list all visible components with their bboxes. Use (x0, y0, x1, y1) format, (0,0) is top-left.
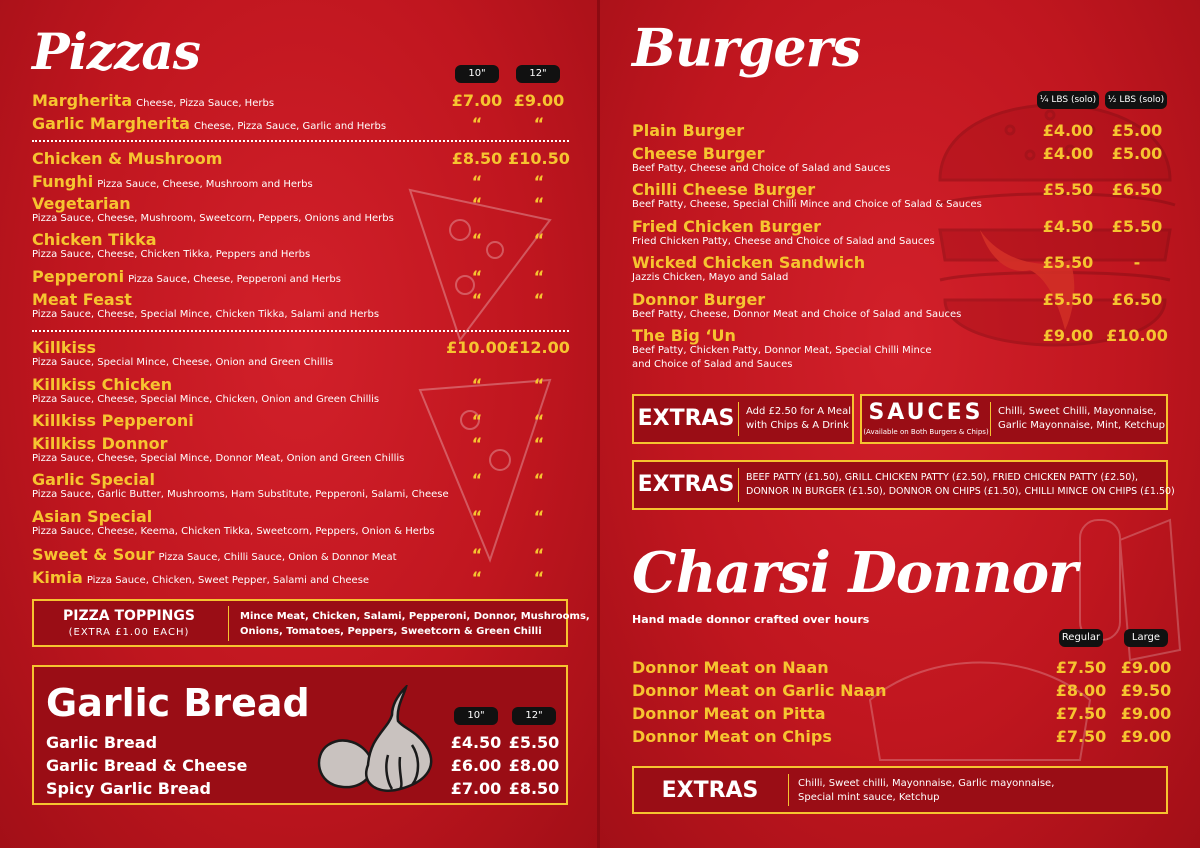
menu-item-name: Killkiss Pepperoni (32, 411, 194, 430)
menu-item-desc: Beef Patty, Cheese and Choice of Salad and Sauces (632, 163, 891, 174)
price-12: “ (533, 267, 545, 286)
menu-item-name: Donnor Meat on Pitta (632, 704, 826, 723)
menu-item-name: Meat Feast (32, 290, 132, 309)
price-10: “ (471, 194, 483, 213)
price-12: “ (533, 470, 545, 489)
price-10: “ (471, 470, 483, 489)
garlic-bread-title: Garlic Bread (46, 681, 310, 725)
price-10: £8.50 (451, 149, 503, 168)
price-10: £4.50 (450, 733, 502, 752)
extras-label: EXTRAS (661, 778, 759, 803)
menu-item-desc: Pizza Sauce, Cheese, Special Mince, Chicken, Onion and Green Chillis (32, 394, 380, 405)
menu-item-name: Plain Burger (632, 121, 745, 140)
price-large: £9.00 (1120, 704, 1172, 723)
menu-item-desc: Pizza Sauce, Garlic Butter, Mushrooms, Ham Substitute, Pepperoni, Salami, Cheese (32, 489, 449, 500)
extras-label: EXTRAS (637, 406, 735, 431)
price-10: “ (471, 568, 483, 587)
size-large-pill: Large (1124, 629, 1168, 647)
menu-item-name: Garlic Bread (46, 733, 158, 752)
charsi-extras-box (632, 766, 1168, 814)
menu-item-name: Margherita Cheese, Pizza Sauce, Herbs (32, 91, 275, 110)
menu-item-desc: Pizza Sauce, Cheese, Mushroom, Sweetcorn, Peppers, Onions and Herbs (32, 213, 394, 224)
price-12: “ (533, 434, 545, 453)
price-12: £9.00 (513, 91, 565, 110)
menu-item-desc: Pizza Sauce, Cheese, Special Mince, Chicken Tikka, Salami and Herbs (32, 309, 380, 320)
price-12: “ (533, 194, 545, 213)
box-divider (228, 606, 229, 641)
menu-item-name: Garlic Margherita Cheese, Pizza Sauce, Garlic and Herbs (32, 114, 387, 133)
size-12-pill: 12" (512, 707, 556, 725)
price-10: “ (471, 230, 483, 249)
price-12: “ (533, 290, 545, 309)
menu-item-name: Pepperoni Pizza Sauce, Cheese, Pepperoni and Herbs (32, 267, 341, 286)
price-10: “ (471, 114, 483, 133)
price-regular: £7.50 (1055, 704, 1107, 723)
price-10: £6.00 (450, 756, 502, 775)
extras-meal-line2: with Chips & A Drink (746, 420, 849, 431)
sauces-line2: Garlic Mayonnaise, Mint, Ketchup (998, 420, 1165, 431)
sauces-sub: (Available on Both Burgers & Chips) (863, 428, 989, 436)
pizza-toppings-box (32, 599, 590, 647)
menu-item-name: Sweet & Sour Pizza Sauce, Chilli Sauce, Onion & Donnor Meat (32, 545, 397, 564)
menu-item-desc: Fried Chicken Patty, Cheese and Choice of Salad and Sauces (632, 236, 935, 247)
price-10: “ (471, 267, 483, 286)
price-12: “ (533, 230, 545, 249)
menu-item-name: Chilli Cheese Burger (632, 180, 816, 199)
menu-item-desc: Pizza Sauce, Cheese, Mushroom and Herbs (97, 179, 313, 190)
price-10: £7.00 (450, 779, 502, 798)
size-half-pill: ½ LBS (solo) (1105, 91, 1167, 109)
price-quarter: £5.50 (1042, 253, 1094, 272)
charsi-extras-line1: Chilli, Sweet chilli, Mayonnaise, Garlic mayonnaise, (798, 778, 1055, 789)
price-10: “ (471, 507, 483, 526)
price-quarter: £4.00 (1042, 144, 1094, 163)
menu-item-desc: Beef Patty, Cheese, Special Chilli Mince and Choice of Salad & Sauces (632, 199, 982, 210)
extras-list-line1: BEEF PATTY (£1.50), GRILL CHICKEN PATTY (£2.50), FRIED CHICKEN PATTY (£2.50), (746, 472, 1139, 483)
price-12: “ (533, 507, 545, 526)
price-12: “ (533, 375, 545, 394)
box-divider (738, 468, 739, 502)
price-quarter: £4.00 (1042, 121, 1094, 140)
price-quarter: £4.50 (1042, 217, 1094, 236)
price-12: £8.00 (508, 756, 560, 775)
menu-item-desc: Pizza Sauce, Cheese, Pepperoni and Herbs (128, 274, 341, 285)
menu-item-desc: Pizza Sauce, Chilli Sauce, Onion & Donnor Meat (158, 552, 397, 563)
menu-item-name: Chicken & Mushroom (32, 149, 223, 168)
price-quarter: £5.50 (1042, 290, 1094, 309)
extras-list-box (632, 460, 1175, 510)
price-regular: £7.50 (1055, 658, 1107, 677)
price-quarter: £9.00 (1042, 326, 1094, 345)
menu-item-desc: Pizza Sauce, Cheese, Keema, Chicken Tikka, Sweetcorn, Peppers, Onion & Herbs (32, 526, 435, 537)
price-10: £7.00 (451, 91, 503, 110)
menu-item-desc: Beef Patty, Cheese, Donnor Meat and Choice of Salad and Sauces (632, 309, 962, 320)
extras-meal-line1: Add £2.50 for A Meal (746, 406, 851, 417)
price-10: “ (471, 434, 483, 453)
menu-item-name: Cheese Burger (632, 144, 765, 163)
price-12: £10.50 (508, 149, 570, 168)
price-half: £10.00 (1106, 326, 1168, 345)
price-large: £9.00 (1120, 658, 1172, 677)
toppings-subtitle: (EXTRA £1.00 EACH) (68, 627, 190, 638)
price-12: £12.00 (508, 338, 570, 357)
menu-item-name: Donnor Meat on Chips (632, 727, 832, 746)
menu-item-desc: Jazzis Chicken, Mayo and Salad (632, 272, 789, 283)
menu-item-desc: Beef Patty, Chicken Patty, Donnor Meat, Special Chilli Mince (632, 345, 932, 356)
pizza-panel (0, 0, 598, 848)
menu-item-desc: Pizza Sauce, Special Mince, Cheese, Onion and Green Chillis (32, 357, 334, 368)
menu-item-name: Donnor Burger (632, 290, 766, 309)
menu-item-desc: Cheese, Pizza Sauce, Garlic and Herbs (193, 121, 387, 132)
menu-item-desc: Pizza Sauce, Cheese, Chicken Tikka, Peppers and Herbs (32, 249, 311, 260)
extras-meal-box (632, 394, 854, 444)
size-quarter-pill: ¼ LBS (solo) (1037, 91, 1099, 109)
toppings-title: PIZZA TOPPINGS (63, 608, 195, 624)
box-divider (738, 402, 739, 436)
toppings-line2: Onions, Tomatoes, Peppers, Sweetcorn & Green Chilli (240, 626, 542, 637)
menu-item-name: Spicy Garlic Bread (46, 779, 211, 798)
price-12: £5.50 (508, 733, 560, 752)
pizzas-title: Pizzas (32, 22, 200, 81)
toppings-line1: Mince Meat, Chicken, Salami, Pepperoni, Donnor, Mushrooms, (240, 611, 590, 622)
price-12: “ (533, 114, 545, 133)
extras-list-line2: DONNOR IN BURGER (£1.50), DONNOR ON CHIPS (£1.50), CHILLI MINCE ON CHIPS (£1.50) (746, 486, 1175, 497)
menu-item-desc: and Choice of Salad and Sauces (632, 359, 793, 370)
sauces-box (860, 394, 1168, 444)
price-half: £6.50 (1111, 290, 1163, 309)
price-half: £5.00 (1111, 121, 1163, 140)
menu-item-desc: Pizza Sauce, Cheese, Special Mince, Donnor Meat, Onion and Green Chillis (32, 453, 405, 464)
charsi-subtitle: Hand made donnor crafted over hours (632, 613, 870, 626)
box-divider (788, 774, 789, 806)
garlic-bread-box (32, 665, 568, 805)
burger-donnor-panel (600, 0, 1200, 848)
menu-item-name: Killkiss (32, 338, 97, 357)
price-10: “ (471, 172, 483, 191)
size-10-pill: 10" (455, 65, 499, 83)
menu-item-name: The Big ‘Un (632, 326, 736, 345)
price-12: “ (533, 545, 545, 564)
menu-item-name: Donnor Meat on Naan (632, 658, 829, 677)
price-10: “ (471, 290, 483, 309)
size-12-pill: 12" (516, 65, 560, 83)
menu-item-name: Funghi Pizza Sauce, Cheese, Mushroom and Herbs (32, 172, 313, 191)
price-large: £9.00 (1120, 727, 1172, 746)
menu-item-name: Wicked Chicken Sandwich (632, 253, 866, 272)
menu-item-name: Killkiss Chicken (32, 375, 173, 394)
price-half: £6.50 (1111, 180, 1163, 199)
price-12: £8.50 (508, 779, 560, 798)
menu-item-name: Garlic Bread & Cheese (46, 756, 248, 775)
price-10: £10.00 (446, 338, 508, 357)
price-regular: £7.50 (1055, 727, 1107, 746)
size-regular-pill: Regular (1059, 629, 1103, 647)
sauces-line1: Chilli, Sweet Chilli, Mayonnaise, (998, 406, 1157, 417)
menu-item-name: Fried Chicken Burger (632, 217, 821, 236)
price-half: £5.50 (1111, 217, 1163, 236)
menu-item-name: Donnor Meat on Garlic Naan (632, 681, 887, 700)
size-10-pill: 10" (454, 707, 498, 725)
menu-item-desc: Pizza Sauce, Chicken, Sweet Pepper, Salami and Cheese (86, 575, 370, 586)
price-10: “ (471, 411, 483, 430)
price-half: - (1133, 253, 1141, 272)
charsi-extras-line2: Special mint sauce, Ketchup (798, 792, 940, 803)
menu-item-name: Garlic Special (32, 470, 155, 489)
price-10: “ (471, 375, 483, 394)
price-10: “ (471, 545, 483, 564)
menu-item-name: Killkiss Donnor (32, 434, 168, 453)
garlic-bulb-icon (308, 685, 448, 797)
charsi-donnor-title: Charsi Donnor (632, 540, 1077, 606)
menu-item-name: Vegetarian (32, 194, 131, 213)
price-half: £5.00 (1111, 144, 1163, 163)
box-divider (990, 402, 991, 436)
menu-item-name: Kimia Pizza Sauce, Chicken, Sweet Pepper, Salami and Cheese (32, 568, 370, 587)
dotted-divider (32, 140, 569, 142)
menu-item-desc: Cheese, Pizza Sauce, Herbs (136, 98, 275, 109)
menu-item-name: Asian Special (32, 507, 153, 526)
sauces-label: SAUCES (868, 400, 984, 425)
extras-label: EXTRAS (637, 472, 735, 497)
price-12: “ (533, 172, 545, 191)
menu-item-name: Chicken Tikka (32, 230, 157, 249)
dotted-divider (32, 330, 569, 332)
price-quarter: £5.50 (1042, 180, 1094, 199)
burgers-title: Burgers (632, 18, 861, 79)
price-12: “ (533, 411, 545, 430)
price-large: £9.50 (1120, 681, 1172, 700)
price-regular: £8.00 (1055, 681, 1107, 700)
price-12: “ (533, 568, 545, 587)
